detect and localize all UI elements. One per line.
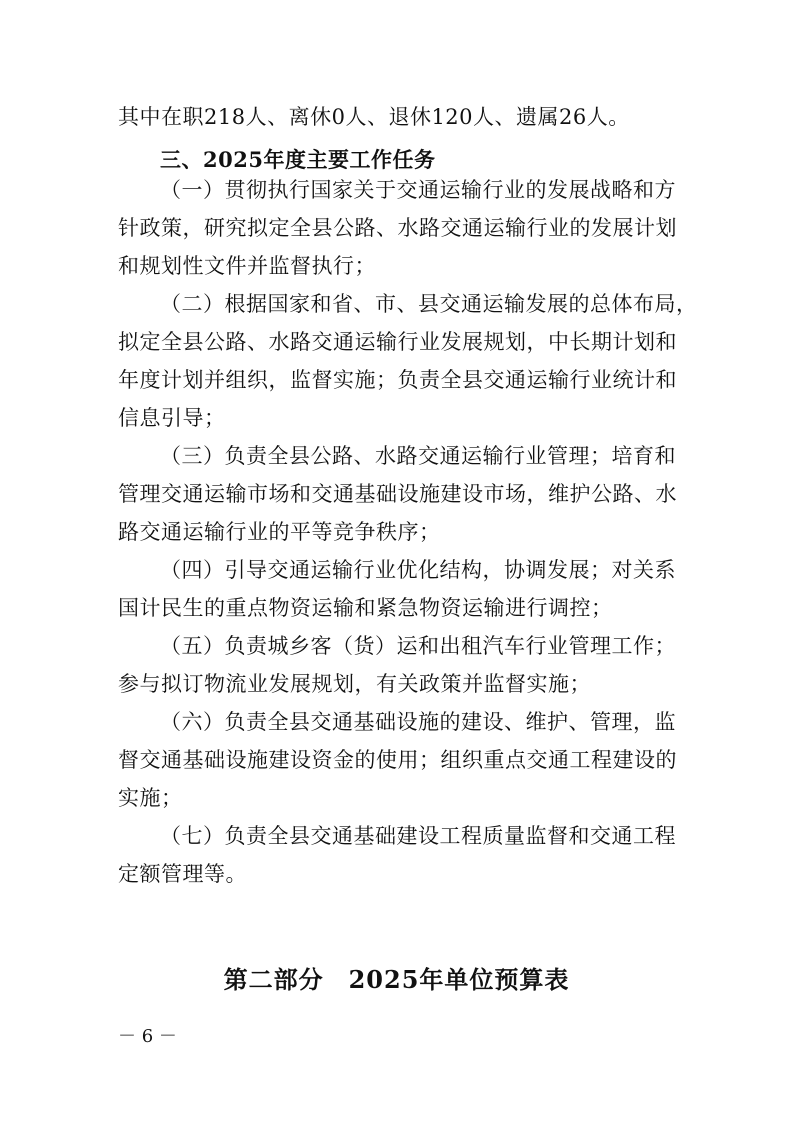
item-1-line-3: 和规划性文件并监督执行； xyxy=(118,254,376,278)
item-6-line-3: 实施； xyxy=(118,786,183,810)
item-3-line-3: 路交通运输行业的平等竞争秩序； xyxy=(118,520,441,544)
section-heading: 三、2025年度主要工作任务 xyxy=(160,147,436,172)
paragraph-line: 其中在职218人、离休0人、退休120人、遗属26人。 xyxy=(118,105,630,129)
part-title: 第二部分 2025年单位预算表 xyxy=(223,965,570,994)
item-7-line-1: （七）负责全县交通基础建设工程质量监督和交通工程 xyxy=(160,824,676,848)
item-4-line-2: 国计民生的重点物资运输和紧急物资运输进行调控； xyxy=(118,596,613,620)
item-5-line-1: （五）负责城乡客（货）运和出租汽车行业管理工作； xyxy=(160,634,676,658)
item-3-line-1: （三）负责全县公路、水路交通运输行业管理；培育和 xyxy=(160,444,676,468)
item-5-line-2: 参与拟订物流业发展规划，有关政策并监督实施； xyxy=(118,672,591,696)
item-2-line-4: 信息引导； xyxy=(118,406,226,430)
page-number: － 6 － xyxy=(118,1026,177,1047)
item-1-line-2: 针政策，研究拟定全县公路、水路交通运输行业的发展计划 xyxy=(118,216,677,240)
item-2-line-1: （二）根据国家和省、市、县交通运输发展的总体布局， xyxy=(160,292,698,316)
item-6-line-2: 督交通基础设施建设资金的使用；组织重点交通工程建设的 xyxy=(118,748,677,772)
item-7-line-2: 定额管理等。 xyxy=(118,862,247,886)
item-1-line-1: （一）贯彻执行国家关于交通运输行业的发展战略和方 xyxy=(160,178,676,202)
item-6-line-1: （六）负责全县交通基础设施的建设、维护、管理，监 xyxy=(160,710,676,734)
item-4-line-1: （四）引导交通运输行业优化结构，协调发展；对关系 xyxy=(160,558,676,582)
item-2-line-2: 拟定全县公路、水路交通运输行业发展规划，中长期计划和 xyxy=(118,330,677,354)
item-2-line-3: 年度计划并组织，监督实施；负责全县交通运输行业统计和 xyxy=(118,368,677,392)
item-3-line-2: 管理交通运输市场和交通基础设施建设市场，维护公路、水 xyxy=(118,482,677,506)
